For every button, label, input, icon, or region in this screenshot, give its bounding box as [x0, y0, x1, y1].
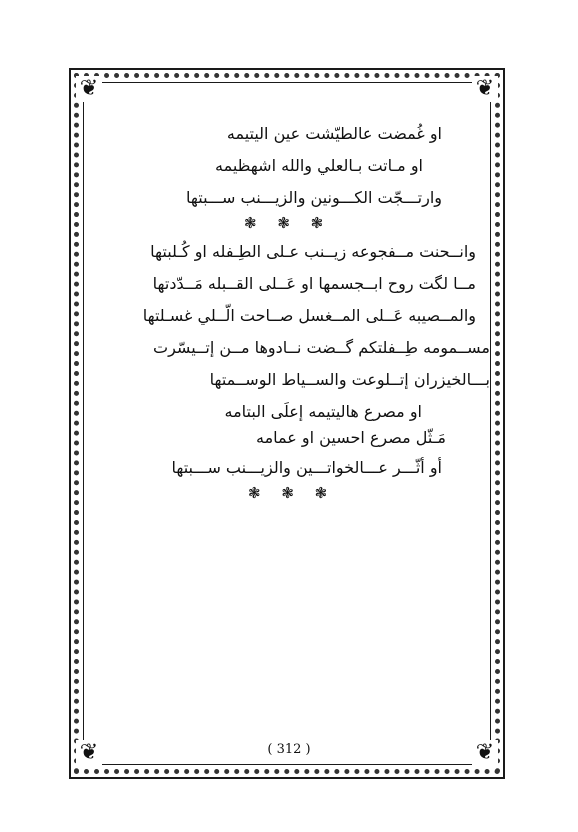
poem-line: او مـاتت بـالعلي والله اشهظيمه [215, 156, 423, 175]
section-divider-stars: ❃ ❃ ❃ [248, 484, 336, 502]
poem-line: بـــالخيزران إتــلوعت والســياط الوســمتها [209, 370, 490, 389]
poem-line: وارتـــجّت الكـــونين والزيـــنب ســـبتها [186, 188, 442, 207]
corner-ornament-icon: ❦ [472, 76, 498, 102]
corner-ornament-icon: ❦ [76, 740, 102, 766]
poem-line: مســمومه طِــفلتكم گــضت نــادوها مــن إتــيسّرت [153, 338, 490, 357]
poem-line: وانــحنت مــفجوعه زيــنب عـلى الطِـفله او كُـلبتها [150, 242, 476, 261]
corner-ornament-icon: ❦ [472, 740, 498, 766]
corner-ornament-icon: ❦ [76, 76, 102, 102]
poem-line: أو أثّـــر عـــالخواتـــين والزيـــنب ســـبتها [171, 458, 442, 477]
page-border-inner [83, 82, 491, 765]
poem-line: او غُمضت عالطيّشت عين اليتيمه [226, 124, 442, 143]
poem-line: مــا لگت روح ابــجسمها او عَــلى القــبله مَــدّدتها [152, 274, 476, 293]
poem-line: او مصرع هاليتيمه إعلَى البتامه [224, 402, 422, 421]
section-divider-stars: ❃ ❃ ❃ [244, 214, 332, 232]
page-number: ( 312 ) [267, 742, 311, 757]
poem-line: والمــصيبه عَــلى المــغسل صــاحت الّــلي غسـلتها [142, 306, 476, 325]
poem-line: مَـثّل مصرع احسين او عمامه [256, 428, 446, 447]
